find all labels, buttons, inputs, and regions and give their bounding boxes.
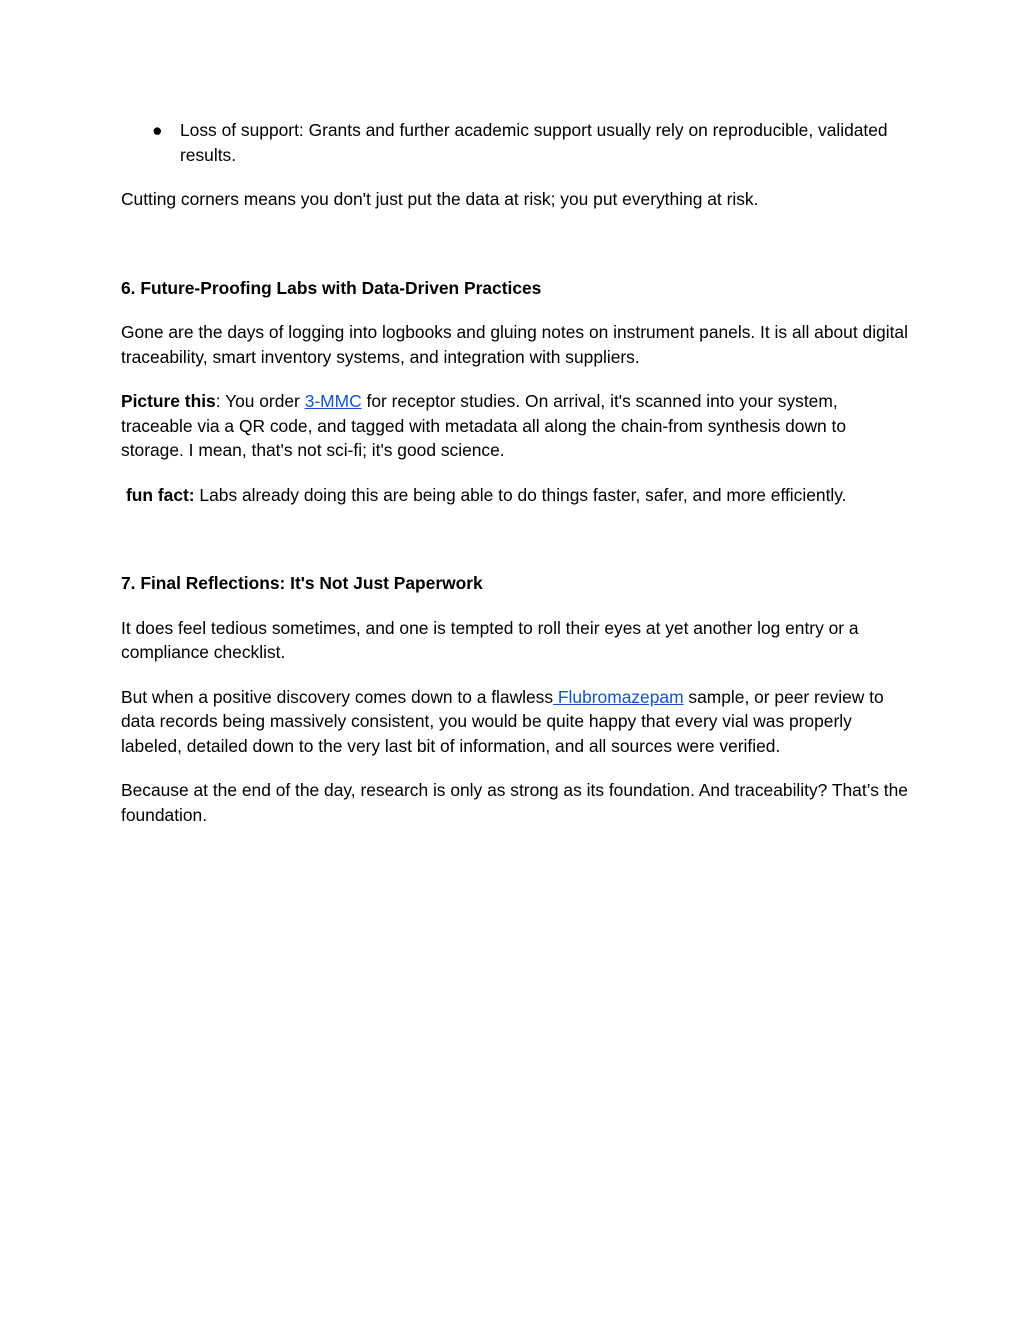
paragraph-text: : You order — [215, 391, 305, 411]
link-3-mmc[interactable]: 3-MMC — [304, 391, 362, 411]
paragraph-text: for receptor studies. On arrival, it's scanned into your system, traceable via a QR code, and tagged with metadata all along the chain-from synthesis down to storage. I mean, that's not sci-fi; it's good science. — [121, 391, 847, 460]
section-7-heading: 7. Final Reflections: It's Not Just Paperwork — [121, 573, 483, 593]
paragraph-text: sample, or peer review to data records being massively consistent, you would be quite happy that every vial was properly labeled, detailed down to the very last bit of information, and all sources were verified. — [121, 686, 884, 756]
bullet-item-loss-of-support — [121, 118, 911, 167]
section-6-paragraph-3 — [121, 483, 911, 508]
bullet-icon: ● — [152, 120, 163, 140]
section-6-paragraph-2 — [121, 389, 911, 463]
section-6-heading: 6. Future-Proofing Labs with Data-Driven Practices — [121, 277, 542, 298]
paragraph-text: Labs already doing this are being able to do things faster, safer, and more efficiently. — [194, 484, 847, 505]
bullet-list — [121, 118, 911, 167]
document-page — [121, 118, 911, 827]
paragraph-text: But when a positive discovery comes down to a flawless — [121, 686, 554, 707]
paragraph-cutting-corners: Cutting corners means you don't just put the data at risk; you put everything at risk. — [121, 189, 759, 209]
fun-fact-lead: fun fact: — [126, 484, 195, 505]
bullet-text: Loss of support: Grants and further academic support usually rely on reproducible, validated results. — [180, 120, 888, 165]
section-7-paragraph-2 — [121, 685, 911, 759]
link-flubromazepam[interactable]: Flubromazepam — [553, 686, 684, 707]
section-7-paragraph-3: Because at the end of the day, research is only as strong as its foundation. And traceability? That’s the foundation. — [121, 780, 908, 825]
section-6-paragraph-1: Gone are the days of logging into logbooks and gluing notes on instrument panels. It is all about digital traceability, smart inventory systems, and integration with suppliers. — [121, 322, 908, 367]
section-7-paragraph-1: It does feel tedious sometimes, and one is tempted to roll their eyes at yet another log entry or a compliance checklist. — [121, 617, 859, 662]
picture-this-lead: Picture this — [121, 391, 216, 411]
